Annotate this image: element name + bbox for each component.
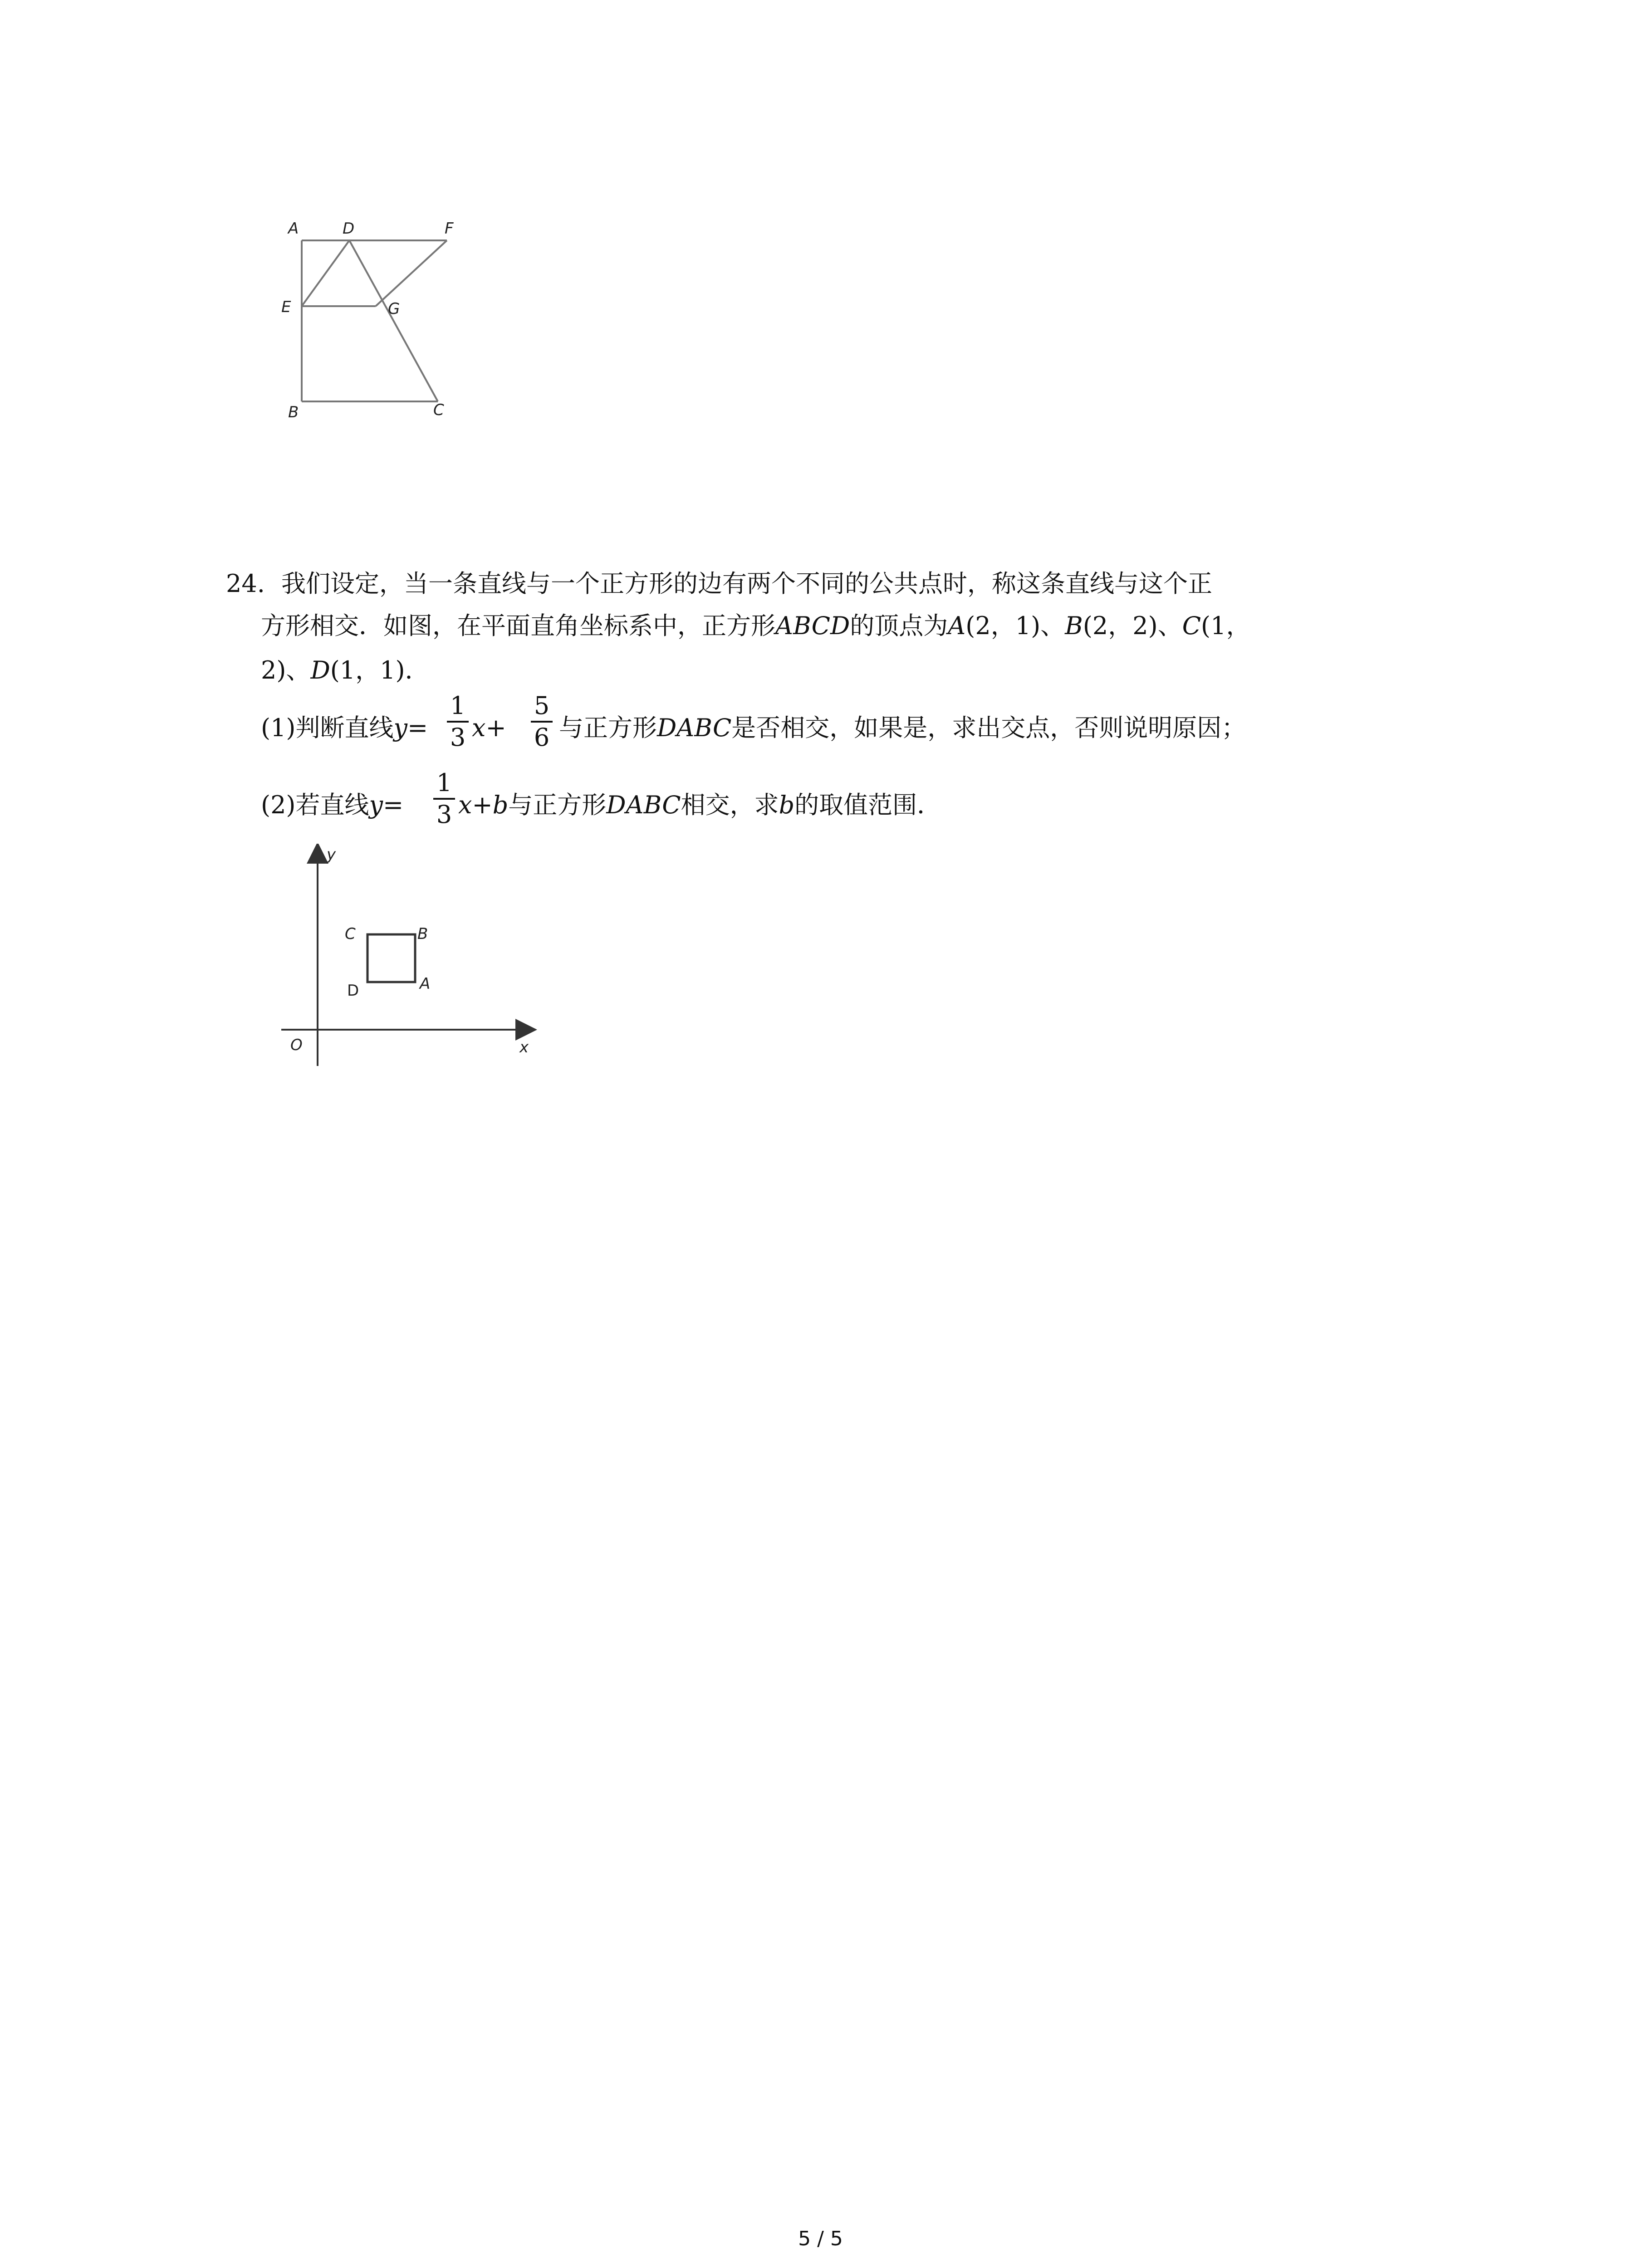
- part-1-x-plus: x+: [472, 714, 506, 742]
- segment-fg: [376, 240, 447, 306]
- page-number: 5 / 5: [798, 2227, 843, 2250]
- part-2-lead: (2)若直线y=: [261, 791, 404, 819]
- question-line-1: 我们设定，当一条直线与一个正方形的边有两个不同的公共点时，称这条直线与这个正: [281, 569, 1212, 598]
- part-2-text: x+b与正方形DABC相交，求b的取值范围．: [458, 791, 942, 819]
- label-d: D: [343, 220, 355, 238]
- question-line-2: 方形相交．如图，在平面直角坐标系中，正方形ABCD的顶点为A(2，1)、B(2，2)、C(1，: [261, 611, 1251, 640]
- figure-2-coordinate-plane: [272, 844, 544, 1080]
- x-axis-label: x: [519, 1038, 529, 1056]
- question-number: 24.: [226, 569, 265, 598]
- question-line-3: 2)、D(1，1)．: [261, 656, 430, 684]
- label-b: B: [288, 403, 299, 421]
- segment-dc: [349, 240, 438, 401]
- label-c: C: [433, 401, 444, 419]
- label-g: G: [388, 300, 400, 318]
- part-1-text: 与正方形DABC是否相交，如果是，求出交点，否则说明原因；: [559, 714, 1246, 742]
- label-d: D: [347, 982, 359, 1000]
- y-axis-label: y: [327, 846, 336, 864]
- label-c: C: [345, 925, 356, 943]
- label-e: E: [281, 298, 291, 316]
- label-f: F: [445, 220, 454, 238]
- figure-1-geometry: [272, 213, 481, 426]
- origin-label: O: [290, 1036, 303, 1054]
- fraction-five-sixths: 5 6: [531, 692, 553, 752]
- part-1-lead: (1)判断直线y=: [261, 714, 428, 742]
- label-a: A: [288, 220, 299, 238]
- label-a: A: [420, 975, 431, 993]
- fraction-one-third-2: 1 3: [433, 769, 455, 829]
- segment-de: [302, 240, 349, 306]
- fraction-one-third: 1 3: [447, 692, 469, 752]
- square-abcd: [367, 934, 415, 982]
- label-b: B: [417, 925, 428, 943]
